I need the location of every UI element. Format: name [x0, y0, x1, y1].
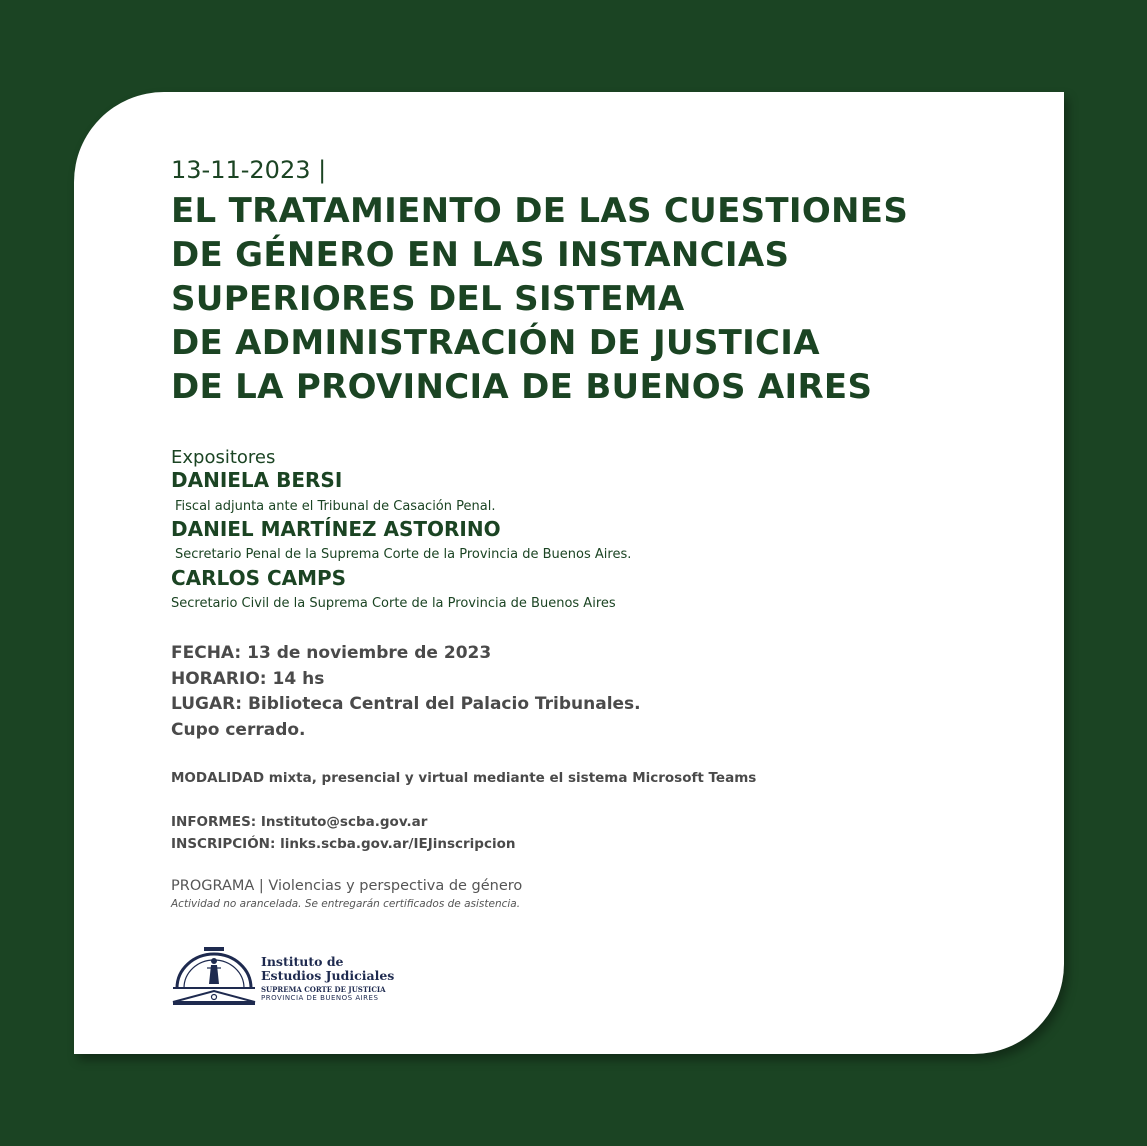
title-line: SUPERIORES DEL SISTEMA: [171, 279, 685, 319]
speakers-heading: Expositores: [171, 447, 276, 468]
event-card: [74, 92, 1064, 1054]
speaker-role: Secretario Penal de la Suprema Corte de la Provincia de Buenos Aires.: [175, 547, 632, 562]
logo-line-3: SUPREMA CORTE DE JUSTICIA: [261, 985, 386, 994]
logo-line-1: Instituto de: [261, 954, 344, 969]
detail-cupo: Cupo cerrado.: [171, 719, 306, 740]
title-line: EL TRATAMIENTO DE LAS CUESTIONES: [171, 191, 909, 231]
speaker-role: Fiscal adjunta ante el Tribunal de Casación Penal.: [175, 499, 496, 514]
program-label: PROGRAMA | Violencias y perspectiva de género: [171, 878, 523, 894]
speaker-name: CARLOS CAMPS: [171, 566, 347, 590]
detail-lugar: LUGAR: Biblioteca Central del Palacio Tribunales.: [171, 694, 641, 714]
detail-horario: HORARIO: 14 hs: [171, 668, 325, 689]
courthouse-emblem-icon: [171, 944, 257, 1006]
event-title: [171, 189, 908, 409]
inscripcion-text: INSCRIPCIÓN: links.scba.gov.ar/IEJinscripcion: [171, 836, 516, 852]
program-note: Actividad no arancelada. Se entregarán certificados de asistencia.: [171, 898, 521, 910]
event-date: 13-11-2023 |: [171, 156, 327, 184]
modalidad-text: MODALIDAD mixta, presencial y virtual mediante el sistema Microsoft Teams: [171, 770, 757, 786]
logo-line-2: Estudios Judiciales: [261, 968, 395, 983]
institute-logo: [171, 944, 431, 1010]
title-line: DE LA PROVINCIA DE BUENOS AIRES: [171, 367, 873, 407]
title-line: DE ADMINISTRACIÓN DE JUSTICIA: [171, 323, 820, 363]
speaker-name: DANIELA BERSI: [171, 468, 343, 492]
title-line: DE GÉNERO EN LAS INSTANCIAS: [171, 235, 790, 275]
event-details: [171, 641, 641, 743]
informes-text: INFORMES: Instituto@scba.gov.ar: [171, 814, 428, 830]
logo-line-4: PROVINCIA DE BUENOS AIRES: [261, 994, 379, 1002]
speaker-name: DANIEL MARTÍNEZ ASTORINO: [171, 517, 501, 541]
detail-fecha: FECHA: 13 de noviembre de 2023: [171, 643, 492, 663]
speaker-role: Secretario Civil de la Suprema Corte de la Provincia de Buenos Aires: [171, 596, 616, 611]
